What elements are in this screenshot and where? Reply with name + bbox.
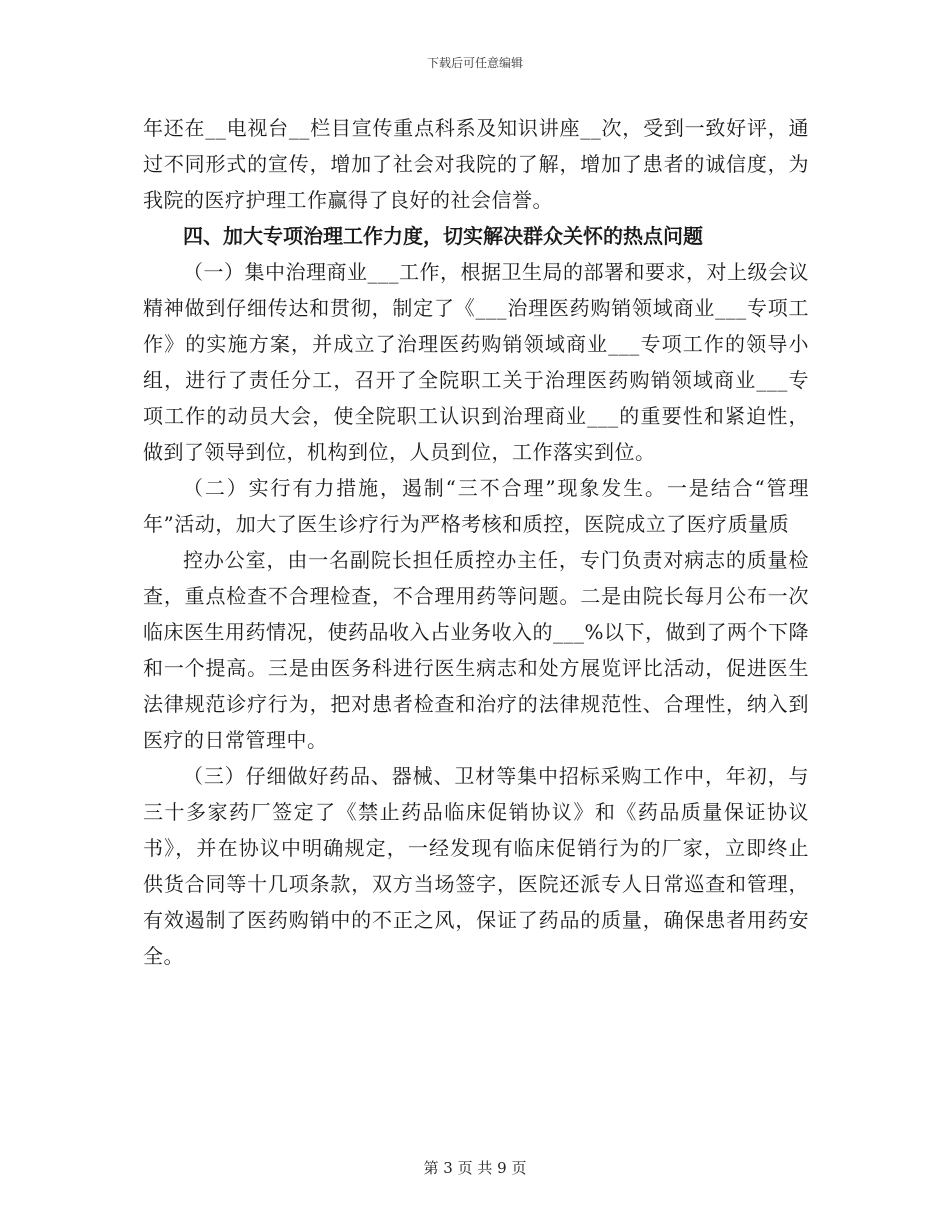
page-header-note: 下载后可任意编辑 bbox=[426, 56, 523, 70]
section-heading-four: 四、加大专项治理工作力度，切实解决群众关怀的热点问题 bbox=[183, 224, 703, 248]
paragraph-subsection-two-continued: 控办公室，由一名副院长担任质控办主任，专门负责对病志的质量检查，重点检查不合理检查，不合理用药等问题。二是由院长每月公布一次临床医生用药情况，使药品收入占业务收入的___%以下，做到了两个下降和一个提高。三是由医务科进行医生病志和处方展览评比活动，促进医生法律规范诊疗行为，把对患者检查和治疗的法律规范性、合理性，纳入到医疗的日常管理中。 bbox=[143, 548, 810, 752]
paragraph-subsection-one: （一）集中治理商业___工作，根据卫生局的部署和要求，对上级会议精神做到仔细传达和贯彻，制定了《___治理医药购销领域商业___专项工作》的实施方案，并成立了治理医药购销领域商业___专项工作的领导小组，进行了责任分工，召开了全院职工关于治理医药购销领域商业___专项工作的动员大会，使全院职工认识到治理商业___的重要性和紧迫性，做到了领导到位，机构到位，人员到位，工作落实到位。 bbox=[143, 260, 809, 464]
page-number: 第 3 页 共 9 页 bbox=[423, 1159, 527, 1177]
paragraph-subsection-two: （二）实行有力措施，遏制“三不合理”现象发生。一是结合“管理年”活动，加大了医生诊疗行为严格考核和质控，医院成立了医疗质量质 bbox=[143, 476, 809, 536]
document-body bbox=[143, 110, 809, 974]
paragraph-publicity-continued: 年还在__电视台__栏目宣传重点科系及知识讲座__次，受到一致好评，通过不同形式的宣传，增加了社会对我院的了解，增加了患者的诚信度，为我院的医疗护理工作赢得了良好的社会信誉。 bbox=[143, 116, 809, 212]
paragraph-subsection-three: （三）仔细做好药品、器械、卫材等集中招标采购工作中，年初，与三十多家药厂签定了《禁止药品临床促销协议》和《药品质量保证协议书》，并在协议中明确规定，一经发现有临床促销行为的厂家，立即终止供货合同等十几项条款，双方当场签字，医院还派专人日常巡查和管理，有效遏制了医药购销中的不正之风，保证了药品的质量，确保患者用药安全。 bbox=[143, 764, 809, 968]
